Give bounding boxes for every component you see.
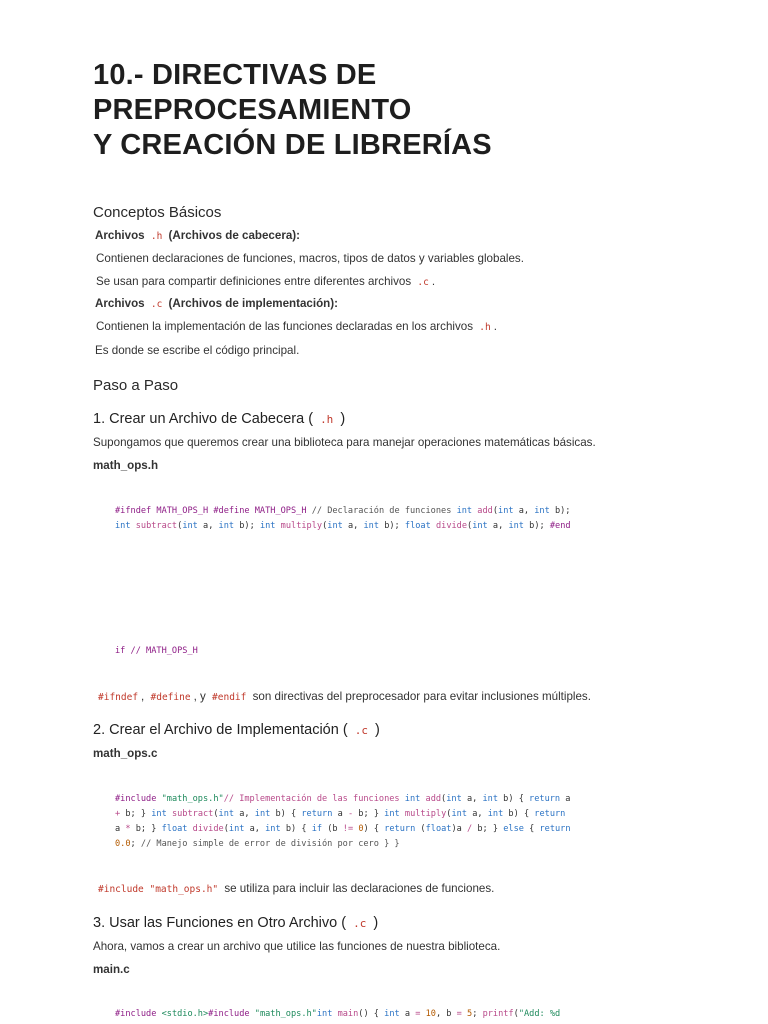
code-line: a * b; } float divide(int a, int b) { if (b != 0) { return (float)a / b; } else { return	[115, 824, 571, 834]
code-line: int subtract(int a, int b); int multiply(int a, int b); float divide(int a, int b); #end	[115, 521, 571, 531]
page-title	[93, 58, 693, 163]
ifndef-code: #ifndef	[98, 692, 139, 703]
code-line: #include <stdio.h>#include "math_ops.h"int main() { int a = 10, b = 5; printf("Add: %d	[115, 1009, 561, 1019]
code-block-math-ops-c	[115, 792, 595, 852]
c-files-desc: (Archivos de implementación):	[168, 297, 338, 310]
step-3-intro: Ahora, vamos a crear un archivo que utilice las funciones de nuestra biblioteca.	[93, 940, 501, 953]
step-1-heading	[93, 411, 345, 427]
step-1-filename: math_ops.h	[93, 459, 159, 472]
step-3-heading	[93, 915, 378, 931]
step-2-note	[95, 882, 494, 895]
c-extension-code: .c	[417, 277, 429, 288]
code-block-math-ops-h	[115, 504, 595, 534]
step-1-heading-end: )	[340, 411, 346, 427]
c-extension-code: .c	[150, 299, 163, 310]
step-3-filename: main.c	[93, 963, 130, 976]
step-2-heading-end: )	[374, 722, 380, 738]
h-files-text-2	[96, 275, 435, 288]
c-files-label: Archivos	[95, 297, 145, 310]
h-files-text-2-main: Se usan para compartir definiciones entre diferentes archivos	[96, 275, 412, 288]
h-files-text-2-end: .	[431, 275, 436, 288]
h-files-line	[95, 229, 300, 242]
step-3-heading-code: .c	[353, 917, 367, 930]
conceptos-heading: Conceptos Básicos	[93, 204, 222, 221]
c-files-text-1-end: .	[493, 320, 497, 333]
step-2-heading	[93, 722, 380, 738]
step-2-note-text: se utiliza para incluir las declaraciones de funciones.	[224, 882, 495, 895]
h-files-text-1: Contienen declaraciones de funciones, macros, tipos de datos y variables globales.	[96, 252, 524, 265]
step-2-heading-text: 2. Crear el Archivo de Implementación (	[93, 722, 348, 738]
code-line: if // MATH_OPS_H	[115, 646, 198, 656]
step-1-heading-text: 1. Crear un Archivo de Cabecera (	[93, 411, 314, 427]
h-files-label: Archivos	[95, 229, 145, 242]
code-line: 0.0; // Manejo simple de error de división por cero } }	[115, 839, 400, 849]
step-1-intro: Supongamos que queremos crear una biblioteca para manejar operaciones matemáticas básicas.	[93, 436, 596, 449]
title-line-1: 10.- DIRECTIVAS DE	[93, 59, 377, 91]
paso-heading: Paso a Paso	[93, 377, 179, 394]
c-files-line	[95, 297, 338, 310]
title-line-2: PREPROCESAMIENTO	[93, 94, 412, 126]
step-1-heading-code: .h	[320, 413, 334, 426]
code-block-math-ops-h-tail	[115, 644, 595, 659]
note-sep-2: , y	[193, 690, 206, 703]
h-files-desc: (Archivos de cabecera):	[168, 229, 300, 242]
code-block-main-c	[115, 1007, 595, 1022]
c-files-text-1	[96, 320, 497, 333]
step-3-heading-end: )	[373, 915, 379, 931]
h-extension-code: .h	[150, 231, 163, 242]
include-code: #include "math_ops.h"	[98, 884, 219, 895]
code-line: + b; } int subtract(int a, int b) { return a - b; } int multiply(int a, int b) { return	[115, 809, 566, 819]
note-text: son directivas del preprocesador para evitar inclusiones múltiples.	[252, 690, 591, 703]
code-line: #include "math_ops.h"// Implementación de las funciones int add(int a, int b) { return a	[115, 794, 571, 804]
note-sep-1: ,	[141, 690, 145, 703]
step-1-note	[95, 690, 591, 703]
title-line-3: Y CREACIÓN DE LIBRERÍAS	[93, 129, 492, 161]
step-3-heading-text: 3. Usar las Funciones en Otro Archivo (	[93, 915, 347, 931]
define-code: #define	[150, 692, 191, 703]
c-files-text-2: Es donde se escribe el código principal.	[95, 344, 300, 357]
code-line: #ifndef MATH_OPS_H #define MATH_OPS_H // Declaración de funciones int add(int a, int b);	[115, 506, 571, 516]
step-2-filename: math_ops.c	[93, 747, 158, 760]
h-extension-code: .h	[479, 322, 491, 333]
endif-code: #endif	[212, 692, 247, 703]
c-files-text-1-main: Contienen la implementación de las funciones declaradas en los archivos	[96, 320, 474, 333]
step-2-heading-code: .c	[354, 724, 368, 737]
code-overflow-fragment	[115, 535, 595, 539]
